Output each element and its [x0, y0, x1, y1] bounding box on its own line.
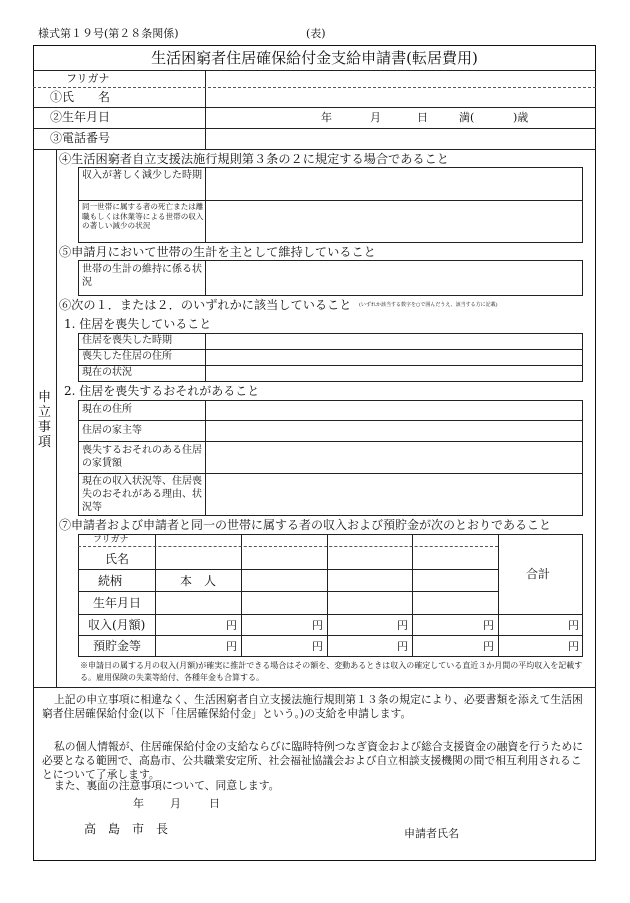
- s6-sub2-row4-field[interactable]: [206, 474, 582, 515]
- side-char-3: 事: [37, 420, 51, 435]
- side-label: [33, 390, 56, 450]
- s6-sub1-row2-field[interactable]: [206, 350, 582, 364]
- savings-yen-2: 円: [312, 640, 323, 653]
- member-3-name-field[interactable]: [328, 547, 411, 568]
- phone-label: ③電話番号: [50, 131, 111, 145]
- section-5-title: ⑤申請月において世帯の生計を主として維持していること: [59, 245, 376, 259]
- side-char-1: 申: [37, 390, 51, 405]
- birth-month-unit: 月: [370, 111, 381, 124]
- furigana-label: フリガナ: [66, 72, 110, 85]
- age-open: 満(: [459, 111, 475, 124]
- form-side: (表): [306, 27, 326, 40]
- furigana-divider: [33, 87, 596, 88]
- side-column-divider: [56, 149, 57, 687]
- name-field[interactable]: [206, 89, 594, 106]
- side-char-2: 立: [37, 405, 51, 420]
- s7-birth-label: 生年月日: [93, 596, 142, 610]
- s6-sub2-row1-field[interactable]: [206, 401, 582, 419]
- name-divider: [33, 107, 596, 108]
- date-month-unit: 月: [170, 797, 181, 810]
- s6-sub2-row3-field[interactable]: [206, 442, 582, 472]
- income-yen-1: 円: [226, 619, 237, 632]
- applicant-name-field[interactable]: [466, 820, 586, 842]
- s6-sub2-title: 2. 住居を喪失するおそれがあること: [64, 384, 260, 398]
- s7-relation-label: 続柄: [98, 574, 123, 588]
- declaration-p2: 私の個人情報が、住居確保給付金の支給ならびに臨時特例つなぎ資金および総合支援資金の融資を行うために必要となる範囲で、高島市、公共職業安定所、社会福祉協議会および自立相談支援機関の間で相互利用されることについて了承します。: [42, 740, 584, 781]
- birth-field[interactable]: [206, 109, 594, 127]
- form-title: 生活困窮者住居確保給付金支給申請書(転居費用): [151, 49, 478, 67]
- income-yen-total: 円: [568, 619, 579, 632]
- s5-row1-label: 世帯の生計の維持に係る状況: [82, 264, 202, 288]
- s7-hdivider-1: [78, 569, 498, 570]
- section-4-title: ④生活困窮者自立支援法施行規則第３条の２に規定する場合であること: [59, 152, 449, 166]
- s7-income-label: 収入(月額): [88, 618, 146, 632]
- section-6-title: ⑥次の１．または２．のいずれかに該当していること: [59, 298, 352, 312]
- s6-sub2-hdivider-1: [78, 420, 583, 421]
- s6-sub2-row4-label: 現在の収入状況等、住居喪失のおそれがある理由、状況等: [82, 476, 202, 513]
- section-6-note: (いずれか該当する数字を○で囲んだうえ、該当する方に記載): [359, 302, 498, 308]
- declaration-divider: [33, 687, 596, 688]
- birth-year-unit: 年: [321, 111, 332, 124]
- savings-yen-1: 円: [226, 640, 237, 653]
- declaration-p3: また、裏面の注意事項について、同意します。: [54, 779, 280, 792]
- furigana-field[interactable]: [206, 71, 594, 86]
- member-4-name-field[interactable]: [413, 547, 497, 568]
- s6-sub1-row3-label: 現在の状況: [82, 367, 132, 378]
- s6-sub2-row3-label: 喪失するおそれのある住居の家賃額: [82, 445, 202, 469]
- section-7-title: ⑦申請者および申請者と同一の世帯に属する者の収入および預貯金が次のとおりであること: [59, 518, 552, 532]
- form-number: 様式第１９号(第２８条関係): [38, 27, 179, 40]
- s7-total-label: 合計: [526, 567, 551, 581]
- s6-sub1-row3-field[interactable]: [206, 366, 582, 381]
- s6-sub1-row2-label: 喪失した住居の住所: [82, 351, 172, 362]
- s7-savings-label: 預貯金等: [93, 639, 142, 653]
- s7-name-label: 氏名: [105, 552, 130, 566]
- savings-yen-4: 円: [483, 640, 494, 653]
- s7-hdivider-4: [78, 635, 583, 636]
- mayor-addressee: 高 島 市 長: [84, 822, 169, 836]
- age-close: )歳: [513, 111, 529, 124]
- phone-field[interactable]: [206, 130, 594, 148]
- s7-note: ※申請日の属する月の収入(月額)が確実に推計できる場合はその額を、変動あるときは収入の確定している直近３か月間の平均収入を記載する。雇用保険の失業等給付、各種年金も合算する。: [80, 661, 583, 682]
- s7-hdivider-3: [78, 614, 583, 615]
- date-day-unit: 日: [209, 797, 220, 810]
- birth-label: ②生年月日: [50, 110, 111, 124]
- income-yen-4: 円: [483, 619, 494, 632]
- side-char-4: 項: [37, 435, 51, 450]
- s4-row1-label: 収入が著しく減少した時期: [82, 170, 202, 181]
- savings-yen-3: 円: [397, 640, 408, 653]
- s7-relation-self: 本 人: [180, 574, 217, 588]
- phone-divider: [33, 149, 596, 150]
- s7-vdivider-5: [498, 534, 499, 657]
- member-1-name-field[interactable]: [156, 547, 240, 568]
- income-yen-2: 円: [312, 619, 323, 632]
- income-yen-3: 円: [397, 619, 408, 632]
- declaration-p1: 上記の申立事項に相違なく、生活困窮者自立支援法施行規則第１３条の規定により、必要書類を添えて生活困窮者住居確保給付金(以下「住居確保給付金」という。)の支給を申請します。: [42, 693, 583, 720]
- name-label: ①氏 名: [50, 90, 111, 104]
- birth-divider: [33, 128, 596, 129]
- savings-yen-total: 円: [568, 640, 579, 653]
- s7-hdivider-2: [78, 591, 498, 592]
- s6-sub1-row1-label: 住居を喪失した時期: [82, 335, 172, 346]
- s6-sub2-row1-label: 現在の住所: [82, 404, 132, 415]
- s4-row1-field[interactable]: [206, 168, 582, 199]
- s6-sub2-row2-label: 住居の家主等: [82, 425, 142, 436]
- s6-sub1-row1-field[interactable]: [206, 334, 582, 348]
- s4-row2-field[interactable]: [206, 201, 582, 242]
- member-2-name-field[interactable]: [242, 547, 326, 568]
- s7-furigana-label: フリガナ: [93, 535, 129, 545]
- s6-sub1-title: 1. 住居を喪失していること: [64, 317, 212, 331]
- applicant-name-label: 申請者氏名: [404, 827, 459, 840]
- s4-row2-label: 同一世帯に属する者の死亡または離職もしくは休業等による世帯の収入の著しい減少の状況: [82, 202, 204, 230]
- date-year-unit: 年: [133, 797, 144, 810]
- birth-day-unit: 日: [417, 111, 428, 124]
- s6-sub2-row2-field[interactable]: [206, 422, 582, 440]
- s5-row1-field[interactable]: [206, 261, 582, 295]
